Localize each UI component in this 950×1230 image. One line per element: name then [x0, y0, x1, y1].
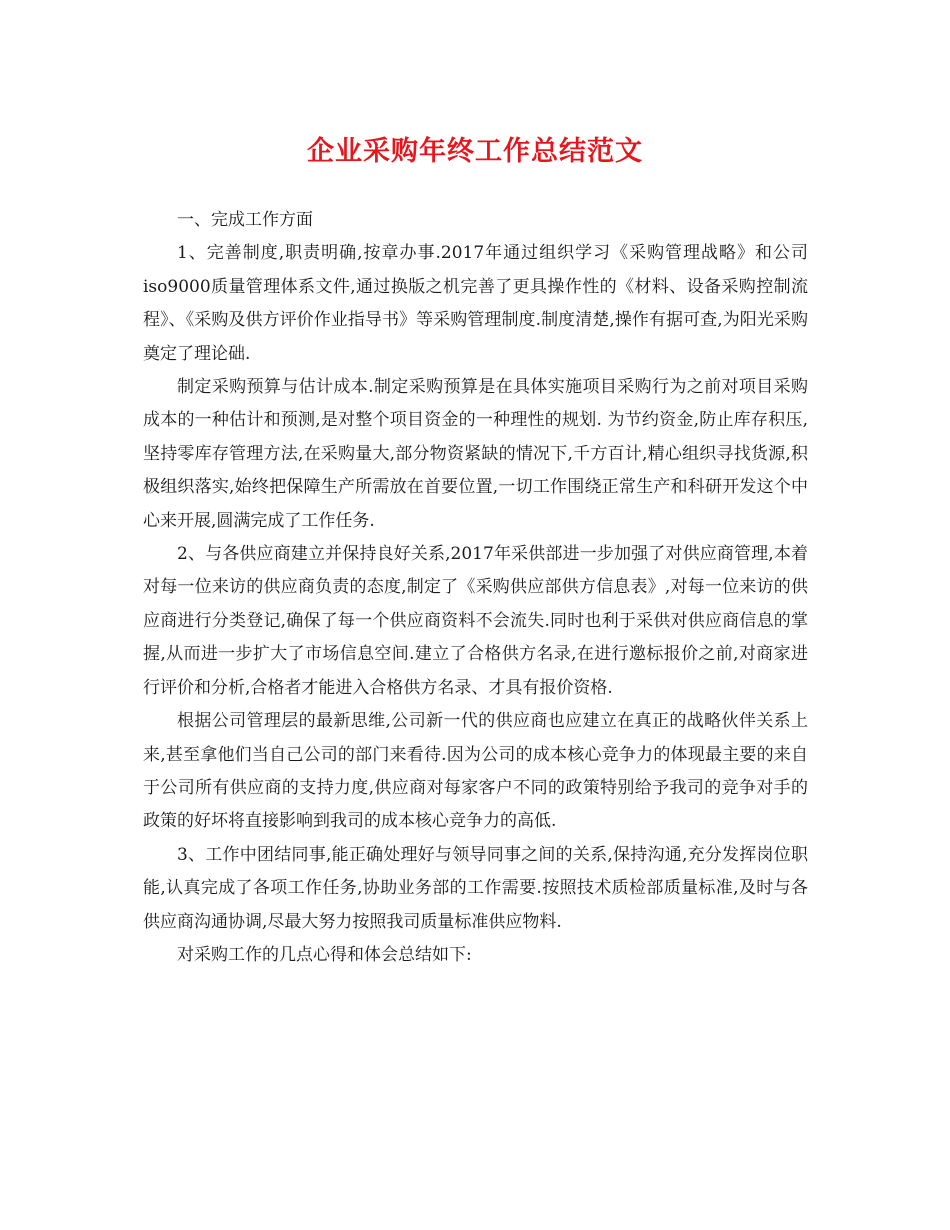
paragraph: 2、与各供应商建立并保持良好关系,2017年采供部进一步加强了对供应商管理,本着对每一位来访的供应商负责的态度,制定了《采购供应部供方信息表》,对每一位来访的供应商进行分类登记,确保了每一个供应商资料不会流失.同时也利于采供对供应商信息的掌握,从而进一步扩大了市场信息空间.建立了合格供方名录,在进行邀标报价之前,对商家进行评价和分析,合格者才能进入合格供方名录、才具有报价资格.	[143, 544, 808, 698]
document-body	[143, 204, 808, 972]
paragraph: 对采购工作的几点心得和体会总结如下:	[177, 944, 472, 965]
paragraph: 制定采购预算与估计成本.制定采购预算是在具体实施项目采购行为之前对项目采购成本的一种估计和预测,是对整个项目资金的一种理性的规划. 为节约资金,防止库存积压,坚持零库存管理方法,在采购量大,部分物资紧缺的情况下,千方百计,精心组织寻找货源,积极组织落实,始终把保障生产所需放在首要位置,一切工作围绕正常生产和科研开发这个中心来开展,圆满完成了工作任务.	[143, 377, 808, 531]
section-heading: 一、完成工作方面	[177, 210, 313, 230]
paragraph: 根据公司管理层的最新思维,公司新一代的供应商也应建立在真正的战略伙伴关系上来,甚至拿他们当自己公司的部门来看待.因为公司的成本核心竞争力的体现最主要的来自于公司所有供应商的支持力度,供应商对每家客户不同的政策特别给予我司的竞争对手的政策的好坏将直接影响到我司的成本核心竞争力的高低.	[143, 711, 808, 832]
page-title: 企业采购年终工作总结范文	[307, 136, 643, 167]
paragraph: 1、完善制度,职责明确,按章办事.2017年通过组织学习《采购管理战略》和公司iso9000质量管理体系文件,通过换版之机完善了更具操作性的《材料、设备采购控制流程》、《采购及供方评价作业指导书》等采购管理制度.制度清楚,操作有据可查,为阳光采购奠定了理论础.	[143, 243, 808, 364]
paragraph: 3、工作中团结同事,能正确处理好与领导同事之间的关系,保持沟通,充分发挥岗位职能,认真完成了各项工作任务,协助业务部的工作需要.按照技术质检部质量标准,及时与各供应商沟通协调,尽最大努力按照我司质量标准供应物料.	[143, 844, 808, 932]
